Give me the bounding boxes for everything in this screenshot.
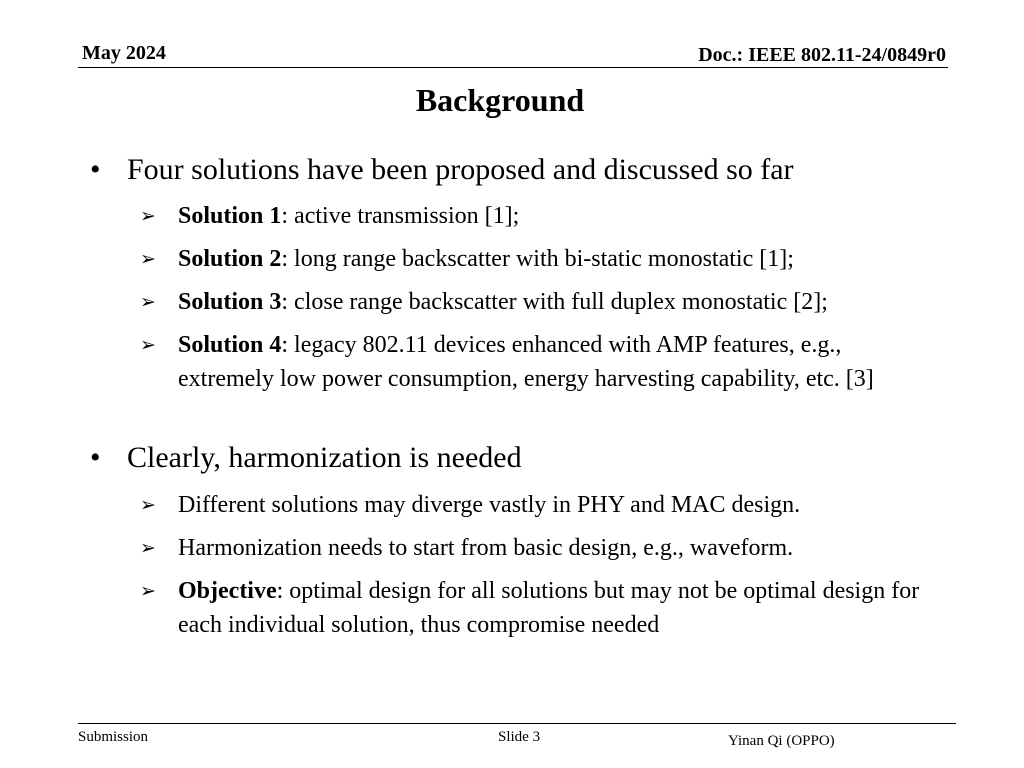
footer-slide-number: Slide 3 <box>498 729 541 745</box>
footer-submission: Submission <box>78 729 149 745</box>
header-doc-id: Doc.: IEEE 802.11-24/0849r0 <box>698 44 946 66</box>
sub-bullet-text: : active transmission [1]; <box>281 203 520 229</box>
sub-bullet-bold: Objective <box>178 578 277 604</box>
arrow-bullet-icon: ➢ <box>140 580 156 602</box>
header-date: May 2024 <box>82 42 166 64</box>
arrow-bullet-icon: ➢ <box>140 334 156 356</box>
arrow-bullet-icon: ➢ <box>140 494 156 516</box>
sub-bullet-bold: Solution 4 <box>178 332 282 358</box>
sub-bullet-text: : optimal design for all solutions but may not be optimal design for each individual solution, thus compromise needed <box>178 578 920 638</box>
sub-bullet-text: : long range backscatter with bi-static monostatic [1]; <box>281 246 794 272</box>
bullet-1-text: Four solutions have been proposed and discussed so far <box>127 153 794 186</box>
sub-bullet-text: : legacy 802.11 devices enhanced with AMP features, e.g., extremely low power consumption, energy harvesting capability, etc. [3] <box>178 332 874 392</box>
slide-title: Background <box>415 82 585 118</box>
bullet-dot-icon: • <box>90 441 101 474</box>
bullet-2-text: Clearly, harmonization is needed <box>127 441 522 474</box>
footer-author: Yinan Qi (OPPO) <box>728 733 835 749</box>
sub-bullet-bold: Solution 3 <box>178 289 282 315</box>
arrow-bullet-icon: ➢ <box>140 205 156 227</box>
sub-bullet-bold: Solution 2 <box>178 246 282 272</box>
arrow-bullet-icon: ➢ <box>140 291 156 313</box>
arrow-bullet-icon: ➢ <box>140 537 156 559</box>
header-divider <box>78 67 948 68</box>
sub-bullet-text: Harmonization needs to start from basic design, e.g., waveform. <box>178 535 794 561</box>
arrow-bullet-icon: ➢ <box>140 248 156 270</box>
bullet-dot-icon: • <box>90 153 101 186</box>
sub-bullet-bold: Solution 1 <box>178 203 282 229</box>
sub-bullet-text: Different solutions may diverge vastly in PHY and MAC design. <box>178 492 801 518</box>
footer-divider <box>78 723 956 724</box>
sub-bullet-text: : close range backscatter with full duplex monostatic [2]; <box>281 289 828 315</box>
